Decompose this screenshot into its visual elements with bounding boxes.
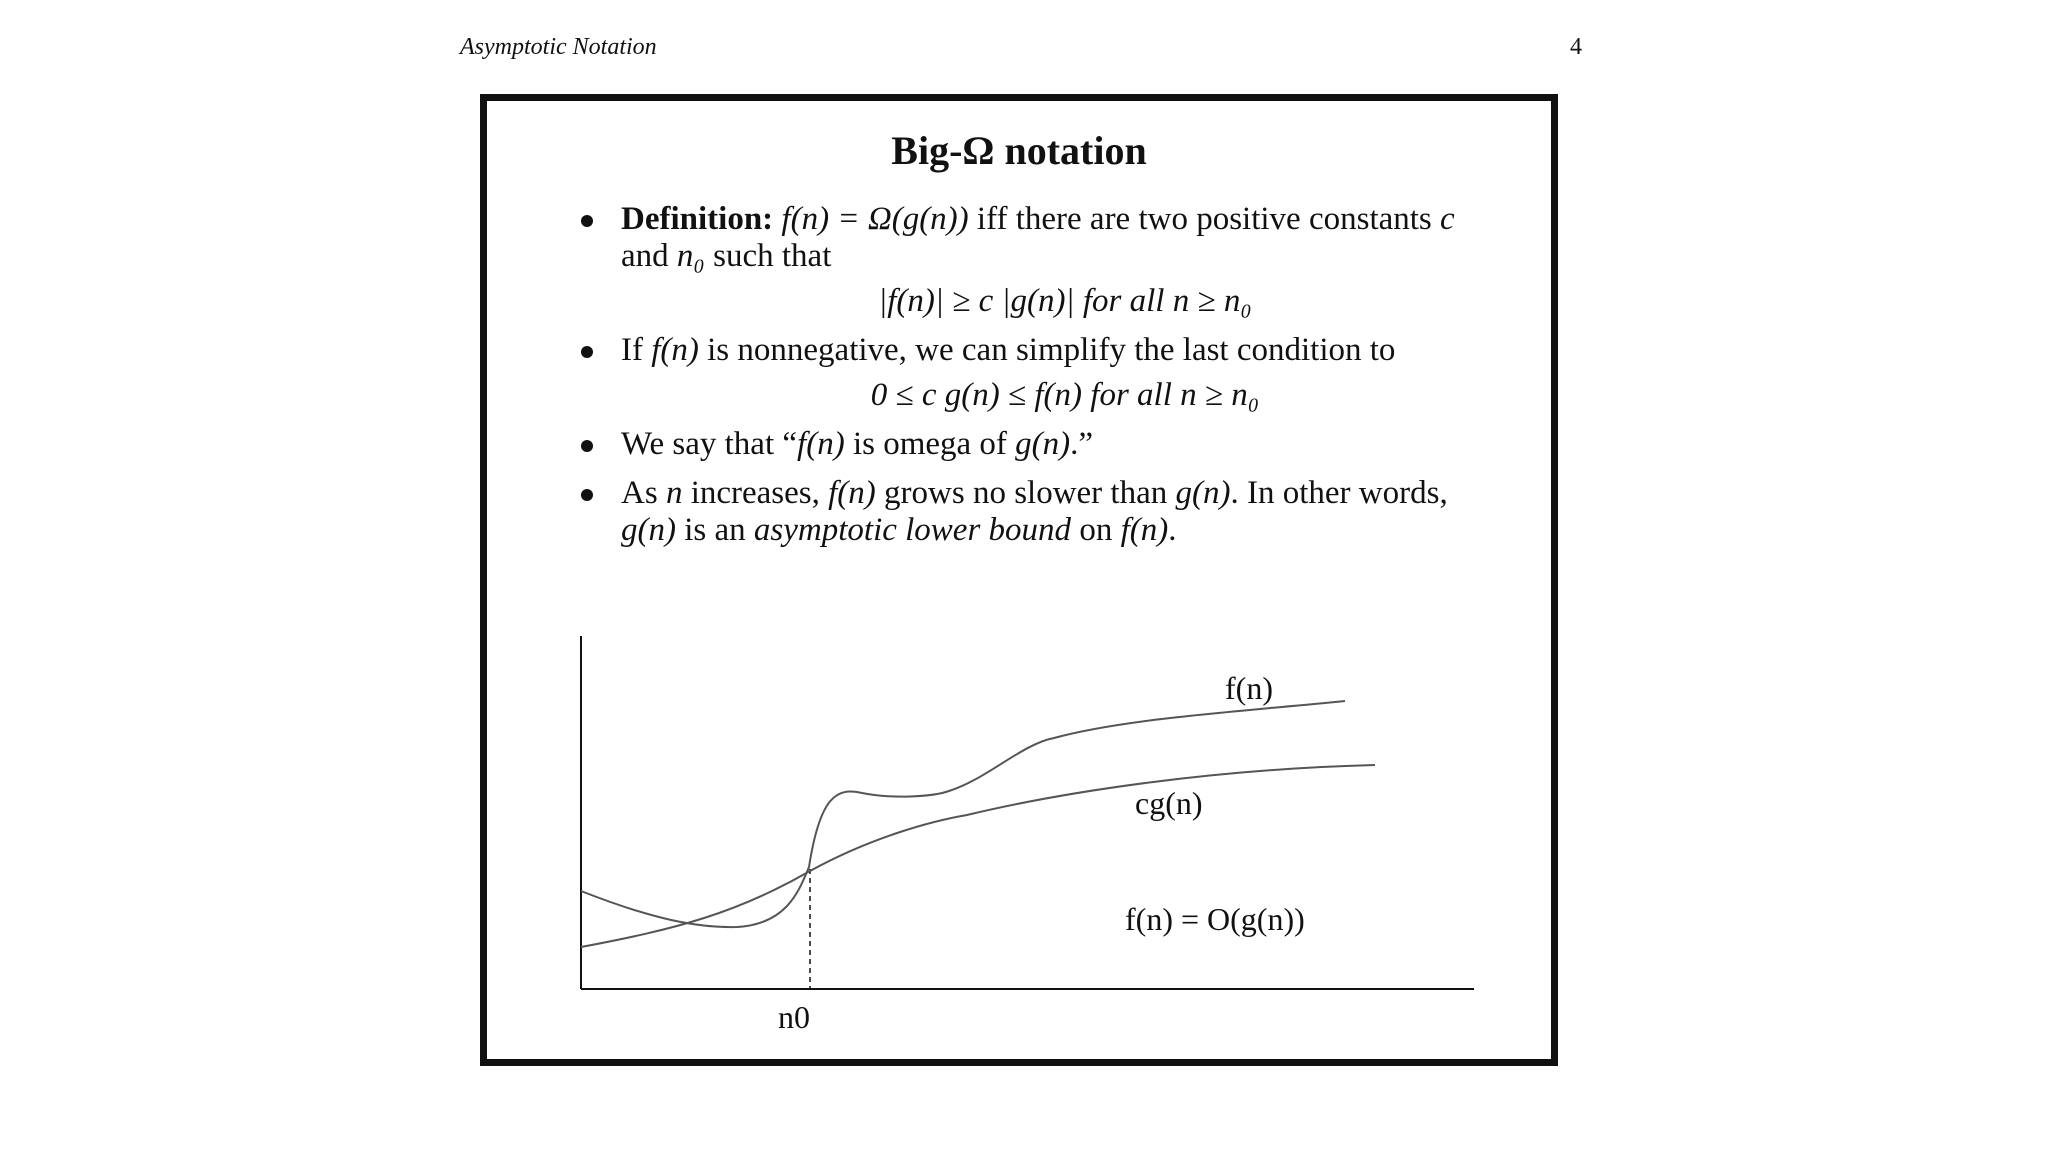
nonnegative-f: f(n): [651, 332, 699, 368]
page-number: 4: [1570, 34, 1582, 60]
definition-n0: n₀: [676, 238, 705, 274]
bound-text-3: grows no slower than: [875, 475, 1176, 511]
bound-f-1: f(n): [828, 475, 876, 511]
bound-text-4: . In other words,: [1230, 475, 1448, 511]
asymptotic-lower-bound-term: asymptotic lower bound: [753, 512, 1072, 548]
bound-text-7: .: [1168, 512, 1177, 548]
relation-label: f(n) = O(g(n)): [1125, 901, 1305, 937]
f-curve-label: f(n): [1225, 670, 1273, 706]
bound-text-1: As: [621, 475, 666, 511]
asymptotic-lower-bound-plot: [487, 101, 1551, 1059]
omega-text-3: .”: [1070, 426, 1094, 462]
omega-f: f(n): [797, 426, 845, 462]
nonnegative-if: If: [621, 332, 652, 368]
bound-g-1: g(n): [1175, 475, 1231, 511]
nonnegative-text: is nonnegative, we can simplify the last condition to: [698, 332, 1396, 368]
definition-equation: |f(n)| ≥ c |g(n)| for all n ≥ n₀: [878, 283, 1252, 319]
simplified-equation: 0 ≤ c g(n) ≤ f(n) for all n ≥ n₀: [870, 377, 1260, 413]
definition-formula: f(n) = Ω(g(n)): [781, 201, 969, 237]
bound-f-2: f(n): [1120, 512, 1169, 548]
bound-text-2: increases,: [682, 475, 829, 511]
bound-text-6: on: [1071, 512, 1121, 548]
omega-g: g(n): [1015, 426, 1071, 462]
bound-n: n: [665, 475, 683, 511]
n0-label: n0: [778, 999, 810, 1035]
definition-c: c: [1440, 201, 1455, 237]
definition-and: and: [621, 238, 677, 274]
running-title: Asymptotic Notation: [460, 34, 657, 60]
omega-text-1: We say that “: [621, 426, 798, 462]
f-curve: [581, 701, 1345, 927]
definition-term: Definition:: [621, 201, 774, 237]
bound-text-5: is an: [675, 512, 754, 548]
omega-text-2: is omega of: [844, 426, 1016, 462]
slide-title: Big-Ω notation: [891, 128, 1147, 173]
definition-such-that: such that: [704, 238, 832, 274]
definition-text: iff there are two positive constants: [968, 201, 1441, 237]
slide-frame: [480, 94, 1558, 1066]
bound-g-2: g(n): [621, 512, 676, 548]
cg-curve-label: cg(n): [1135, 785, 1203, 821]
